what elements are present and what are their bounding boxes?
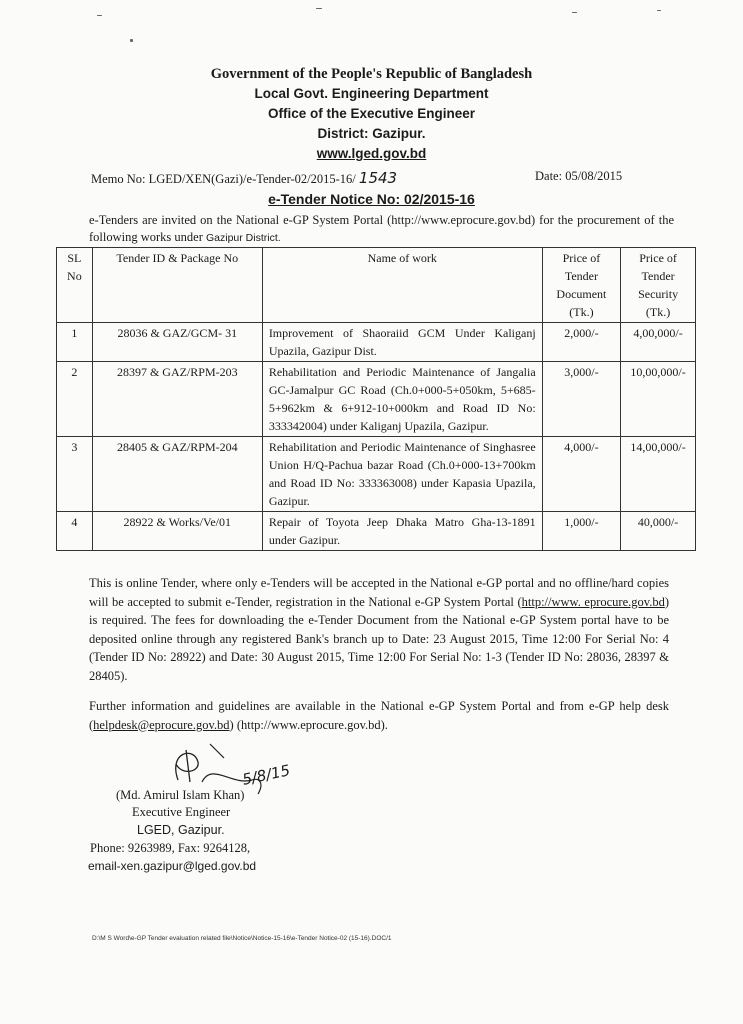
row-name-of-work: Repair of Toyota Jeep Dhaka Matro Gha-13-1891 under Gazipur. (262, 512, 542, 551)
memo-number (91, 169, 397, 187)
footer-file-path: D:\M S Word\e-GP Tender evaluation related file\Notice\Notice-15-16\e-Tender Notice-02 (15-16).DOC/1 (92, 935, 392, 942)
row-sl: 3 (57, 437, 93, 512)
header-office: Office of the Executive Engineer (267, 106, 476, 121)
scan-speck (572, 12, 577, 13)
intro-text: e-Tenders are invited on the National e-GP System Portal (http://www.eprocure.gov.bd) for the procurement of the following works under (89, 213, 674, 244)
row-name-of-work: Rehabilitation and Periodic Maintenance of Jangalia GC-Jamalpur GC Road (Ch.0+000-5+050km, 5+685-5+962km & 6+912-10+000km and Road ID No: 333342004) under Kaliganj Upazila, Gazipur. (262, 362, 542, 437)
signatory-title: Executive Engineer (132, 805, 231, 819)
table-header-row (57, 248, 696, 323)
table-row (57, 362, 696, 437)
header-sl: SL No (57, 248, 93, 323)
header-website-link[interactable]: www.lged.gov.bd (316, 146, 427, 161)
further-info-paragraph (89, 697, 669, 734)
row-doc-price: 2,000/- (542, 323, 621, 362)
tender-terms-paragraph (89, 574, 669, 685)
scan-speck (130, 39, 133, 42)
para2-text-end: ) (http://www.eprocure.gov.bd). (229, 717, 388, 732)
intro-paragraph (89, 212, 674, 247)
scan-speck (97, 15, 102, 16)
table-row (57, 512, 696, 551)
helpdesk-email-link[interactable]: helpdesk@eprocure.gov.bd (93, 717, 230, 732)
signatory-phone: Phone: 9263989, Fax: 9264128, (90, 841, 251, 855)
header-security-price: Price of Tender Security (Tk.) (621, 248, 696, 323)
para2-text-start: Further information and guidelines are available in the National e-GP System Portal and from e-GP help desk ( (89, 699, 669, 732)
row-tender-id: 28922 & Works/Ve/01 (92, 512, 262, 551)
row-name-of-work: Improvement of Shaoraiid GCM Under Kaliganj Upazila, Gazipur Dist. (262, 323, 542, 362)
memo-handwritten-number: 1543 (358, 169, 398, 187)
row-security-price: 10,00,000/- (621, 362, 696, 437)
header-department: Local Govt. Engineering Department (254, 86, 489, 101)
row-sl: 1 (57, 323, 93, 362)
header-tender-id: Tender ID & Package No (92, 248, 262, 323)
header-doc-price: Price of Tender Document (Tk.) (542, 248, 621, 323)
signatory-name: (Md. Amirul Islam Khan) (116, 788, 245, 802)
table-row (57, 437, 696, 512)
header-government: Government of the People's Republic of Bangladesh (210, 66, 533, 82)
notice-title: e-Tender Notice No: 02/2015-16 (268, 191, 475, 207)
row-sl: 2 (57, 362, 93, 437)
row-sl: 4 (57, 512, 93, 551)
intro-district: Gazipur District. (206, 232, 281, 244)
row-security-price: 14,00,000/- (621, 437, 696, 512)
row-name-of-work: Rehabilitation and Periodic Maintenance of Singhasree Union H/Q-Pachua bazar Road (Ch.0+000-13+700km and Road ID No: 333363008) under Kapasia Upazila, Gazipur. (262, 437, 542, 512)
row-doc-price: 1,000/- (542, 512, 621, 551)
scan-speck (657, 10, 661, 11)
row-tender-id: 28405 & GAZ/RPM-204 (92, 437, 262, 512)
header-district: District: Gazipur. (317, 126, 426, 141)
signatory-org: LGED, Gazipur. (137, 823, 225, 837)
row-doc-price: 4,000/- (542, 437, 621, 512)
scan-speck (316, 8, 322, 9)
signatory-email[interactable]: email-xen.gazipur@lged.gov.bd (88, 859, 257, 873)
signature-handwritten-date: 5/8/15 (240, 761, 292, 789)
para1-text-start: This is online Tender, where only e-Tenders will be accepted in the National e-GP portal and no offline/hard copies will be accepted to submit e-Tender, registration in the National e-GP System Portal ( (89, 576, 669, 609)
memo-label: Memo No: LGED/XEN(Gazi)/e-Tender-02/2015-16/ (91, 172, 356, 186)
row-security-price: 4,00,000/- (621, 323, 696, 362)
row-security-price: 40,000/- (621, 512, 696, 551)
header-name-of-work: Name of work (262, 248, 542, 323)
eprocure-link[interactable]: http://www. eprocure.gov.bd (521, 594, 665, 609)
signature-block (82, 742, 302, 872)
row-tender-id: 28397 & GAZ/RPM-203 (92, 362, 262, 437)
para1-text-end: ) is required. The fees for downloading the e-Tender Document from the National e-GP System portal have to be deposited online through any registered Bank's branch up to Date: 23 August 2015, Time 12:00 For Serial No: 4 (Tender ID No: 28922) and Date: 30 August 2015, Time 12:00 For Serial No: 1-3 (Tender ID No: 28036, 28397 & 28405). (89, 594, 670, 683)
works-table (56, 247, 696, 551)
table-row (57, 323, 696, 362)
row-doc-price: 3,000/- (542, 362, 621, 437)
row-tender-id: 28036 & GAZ/GCM- 31 (92, 323, 262, 362)
memo-date: Date: 05/08/2015 (535, 169, 623, 183)
